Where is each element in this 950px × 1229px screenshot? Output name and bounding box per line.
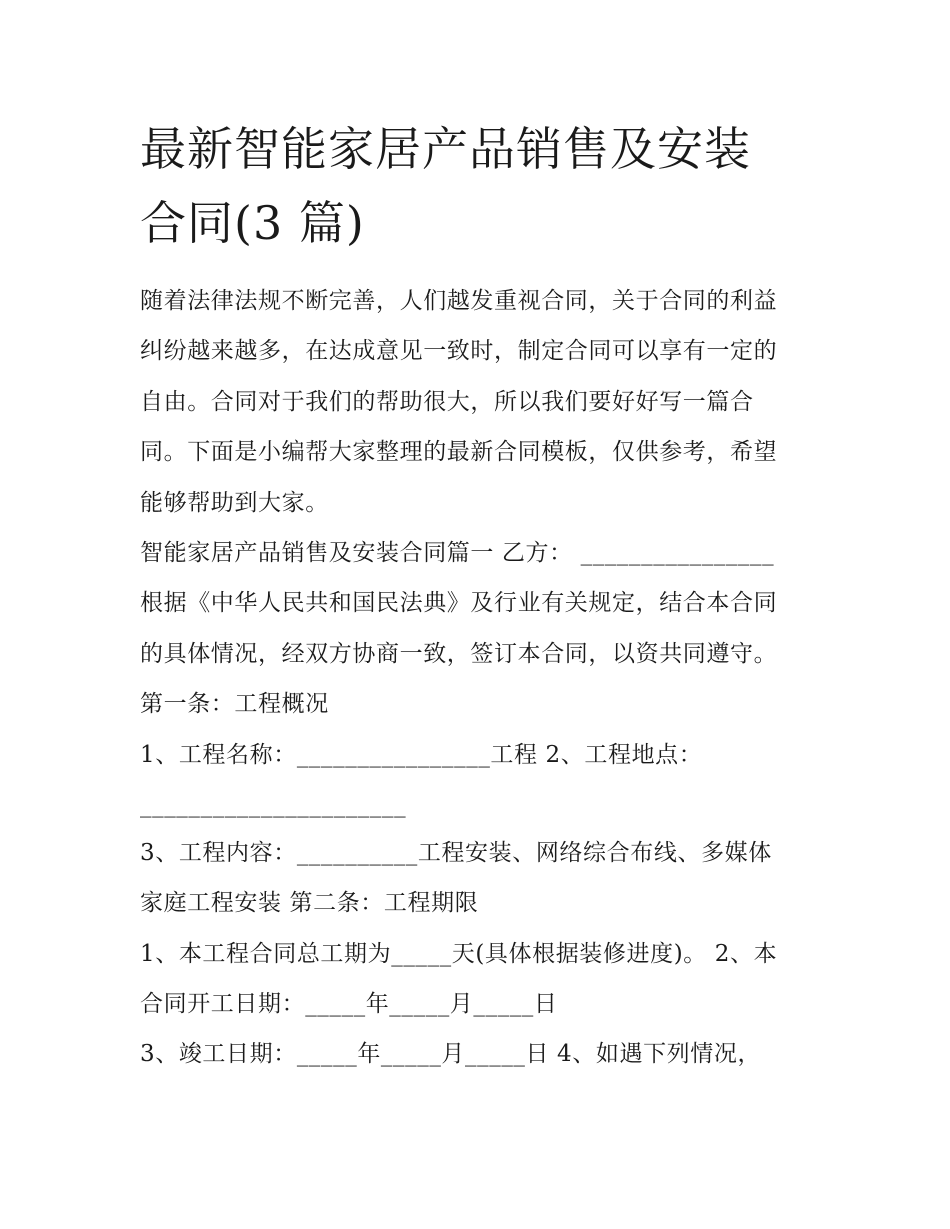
document-title <box>140 112 840 260</box>
body-line: 随着法律法规不断完善，人们越发重视合同，关于合同的利益 <box>140 288 778 314</box>
body-line: 同。下面是小编帮大家整理的最新合同模板，仅供参考，希望 <box>140 439 778 466</box>
contract-heading-line: 智能家居产品销售及安装合同篇一 乙方： ________________ <box>140 539 775 566</box>
blank-line: ______________________ <box>140 791 407 818</box>
clause-line: 1、本工程合同总工期为_____天(具体根据装修进度)。 2、本 <box>140 940 778 967</box>
clause-line: 1、工程名称：________________工程 2、工程地点： <box>140 741 703 768</box>
clause-line: 3、竣工日期：_____年_____月_____日 4、如遇下列情况， <box>140 1041 762 1068</box>
title-line-1: 最新智能家居产品销售及安装 <box>140 122 751 176</box>
title-line-2: 合同(3 篇) <box>140 196 365 250</box>
body-line: 根据《中华人民共和国民法典》及行业有关规定，结合本合同 <box>140 590 778 617</box>
body-line: 能够帮助到大家。 <box>140 489 329 516</box>
clause-line: 合同开工日期：_____年_____月_____日 <box>140 991 558 1018</box>
body-line: 自由。合同对于我们的帮助很大，所以我们要好好写一篇合 <box>140 388 754 415</box>
body-line: 的具体情况，经双方协商一致，签订本合同，以资共同遵守。 <box>140 640 778 667</box>
section-heading: 第一条：工程概况 <box>140 691 329 718</box>
document-body <box>140 276 820 1080</box>
clause-line: 3、工程内容：__________工程安装、网络综合布线、多媒体 <box>140 839 772 866</box>
clause-line: 家庭工程安装 第二条：工程期限 <box>140 890 479 917</box>
body-line: 纠纷越来越多，在达成意见一致时，制定合同可以享有一定的 <box>140 338 778 365</box>
